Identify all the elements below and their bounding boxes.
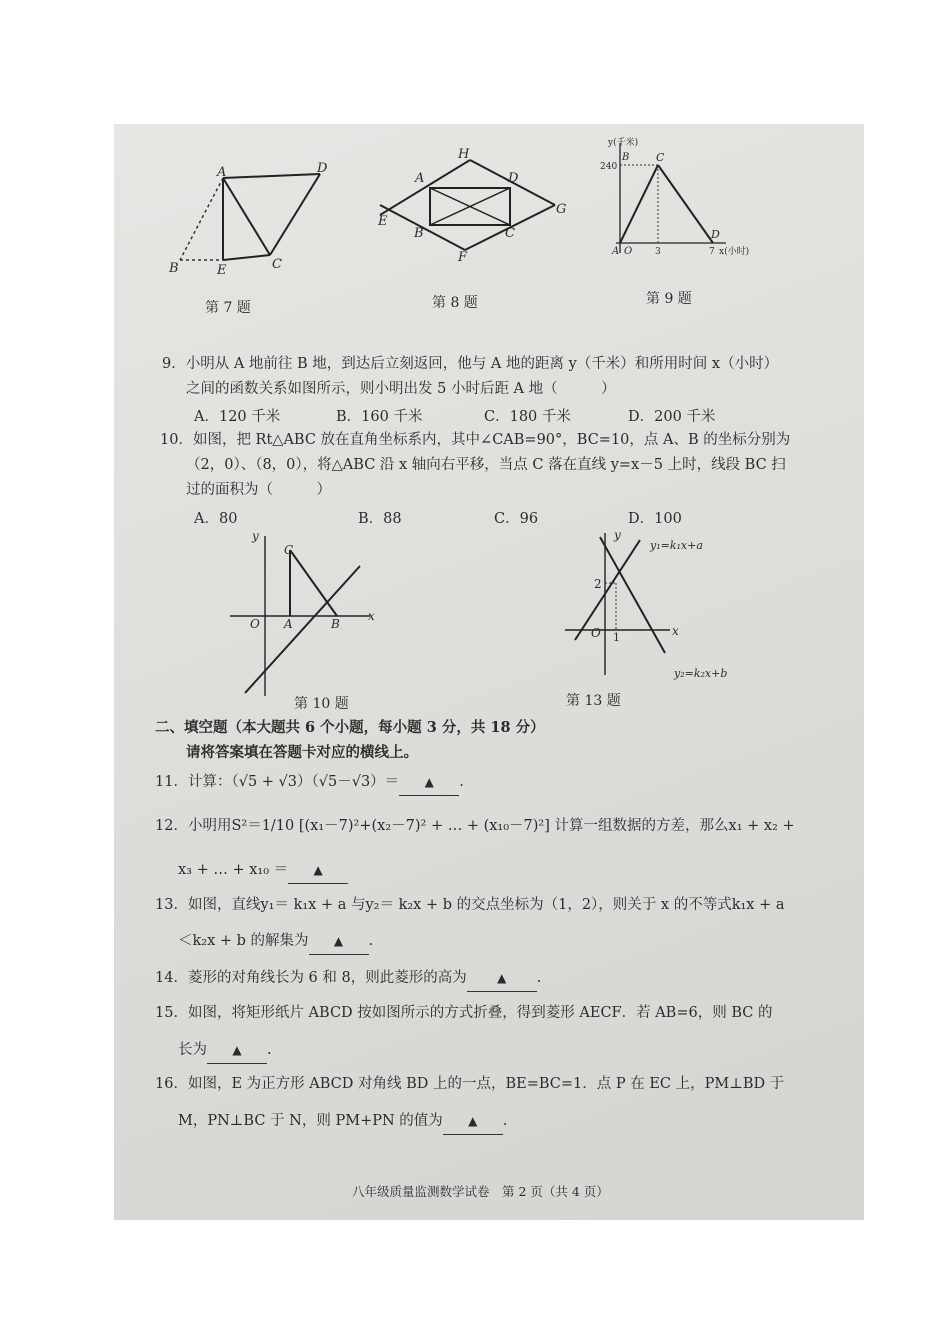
- figure-10: [225, 528, 385, 702]
- question-14-blank: [467, 966, 537, 992]
- figure-8-diagram: [370, 145, 580, 265]
- fig9-label-o: O: [624, 246, 633, 257]
- answer-mark: ▲: [313, 863, 323, 877]
- figure-8: [370, 145, 580, 269]
- fig8-label-a: A: [415, 171, 425, 186]
- figure-13: [560, 525, 750, 694]
- fig13-label-x: x: [672, 624, 679, 638]
- question-16-end: .: [502, 1113, 508, 1129]
- figure-9: [598, 135, 768, 269]
- fig7-label-a: A: [217, 165, 227, 180]
- fig9-tick-3: 3: [655, 247, 661, 257]
- page-footer: 八年级质量监测数学试卷 第 2 页（共 4 页）: [352, 1184, 609, 1199]
- fig10-label-x: x: [368, 609, 375, 623]
- answer-mark: ▲: [497, 971, 507, 985]
- section-2-instruction: 请将答案填在答题卡对应的横线上。: [186, 744, 418, 761]
- question-9-line1: 9．小明从 A 地前往 B 地，到达后立刻返回，他与 A 地的距离 y（千米）和所用时间 x（小时）: [162, 356, 779, 372]
- question-12-text: x₃ + … + x₁₀ ＝: [178, 862, 289, 878]
- fig13-label-y1: y₁=k₁x+a: [650, 539, 703, 552]
- question-16-text: M，PN⊥BC 于 N，则 PM+PN 的值为: [178, 1113, 443, 1129]
- question-14: [155, 966, 541, 992]
- fig9-label-a: A: [612, 246, 620, 257]
- figure-13-graph: [560, 525, 750, 690]
- question-15-line1: 15．如图，将矩形纸片 ABCD 按如图所示的方式折叠，得到菱形 AECF．若 AB=6，则 BC 的: [155, 1005, 773, 1021]
- section-2-title: 二、填空题（本大题共 6 个小题，每小题 3 分，共 18 分）: [155, 719, 545, 736]
- fig8-label-f: F: [458, 250, 468, 265]
- fig13-label-y2: y₂=k₂x+b: [674, 667, 728, 680]
- question-15-line2: [178, 1038, 272, 1064]
- question-13-line1: 13．如图，直线y₁＝ k₁x + a 与y₂＝ k₂x + b 的交点坐标为（1，2），则关于 x 的不等式k₁x + a: [155, 897, 785, 913]
- question-10-option-b: B．88: [358, 511, 402, 527]
- question-11-text: 11．计算：（√5 + √3）（√5－√3）＝: [155, 774, 400, 790]
- fig9-label-240: 240: [600, 162, 618, 172]
- fig9-tick-7: 7: [709, 247, 715, 257]
- answer-mark: ▲: [424, 775, 434, 789]
- fig8-label-e: E: [378, 214, 388, 229]
- question-10-option-c: C．96: [494, 511, 539, 527]
- fig13-label-o: O: [591, 626, 601, 640]
- fig7-label-c: C: [272, 257, 282, 272]
- figure-7: [165, 160, 345, 284]
- question-11-end: .: [459, 774, 464, 790]
- fig7-label-d: D: [317, 161, 328, 176]
- question-11: [155, 770, 464, 796]
- fig8-label-h: H: [458, 147, 470, 162]
- answer-mark: ▲: [333, 934, 344, 948]
- fig10-label-a: A: [284, 617, 293, 631]
- question-10-line2: （2，0）、（8，0），将△ABC 沿 x 轴向右平移，当点 C 落在直线 y=x－5 上时，线段 BC 扫: [186, 457, 786, 473]
- question-16-line1: 16．如图，E 为正方形 ABCD 对角线 BD 上的一点，BE=BC=1．点 P 在 EC 上，PM⊥BD 于: [155, 1076, 785, 1092]
- question-15-text: 长为: [178, 1042, 207, 1058]
- question-11-blank: [399, 770, 459, 796]
- figure-7-caption: 第 7 题: [205, 300, 251, 316]
- question-12-line1: 12．小明用S²＝1/10 [(x₁－7)²+(x₂－7)² + … + (x₁₀－7)²] 计算一组数据的方差，那么x₁ + x₂ +: [155, 818, 795, 834]
- fig13-label-1: 1: [613, 631, 620, 644]
- fig7-label-e: E: [217, 263, 227, 278]
- question-14-end: .: [536, 970, 542, 986]
- fig9-x-axis-label: x(小时): [719, 247, 750, 257]
- question-10-option-a: A．80: [194, 511, 238, 527]
- question-9-option-a: A．120 千米: [194, 409, 281, 425]
- question-9-option-d: D．200 千米: [628, 409, 716, 425]
- fig10-label-c: C: [284, 543, 294, 557]
- figure-13-caption: 第 13 题: [566, 693, 621, 709]
- fig8-label-d: D: [508, 171, 519, 186]
- fig10-label-b: B: [331, 617, 340, 631]
- fig9-label-c: C: [656, 151, 665, 164]
- question-13-text: ＜k₂x + b 的解集为: [178, 933, 309, 949]
- fig9-label-d: D: [711, 228, 720, 241]
- question-13-line2: [178, 929, 373, 955]
- figure-8-caption: 第 8 题: [432, 295, 478, 311]
- fig8-label-c: C: [505, 226, 515, 241]
- question-10-line1: 10．如图，把 Rt△ABC 放在直角坐标系内，其中∠CAB=90°，BC=10，点 A、B 的坐标分别为: [160, 432, 791, 448]
- question-14-text: 14．菱形的对角线长为 6 和 8，则此菱形的高为: [155, 970, 467, 986]
- fig10-label-o: O: [250, 617, 260, 631]
- fig8-label-g: G: [556, 202, 567, 217]
- question-10-line3: 过的面积为（ ）: [186, 482, 331, 498]
- figure-7-diagram: [165, 160, 345, 280]
- question-10-option-d: D．100: [628, 511, 682, 527]
- question-12-blank: [288, 858, 348, 884]
- answer-mark: ▲: [468, 1114, 478, 1128]
- question-9-line2: 之间的函数关系如图所示，则小明出发 5 小时后距 A 地（ ）: [186, 381, 616, 397]
- question-15-end: .: [267, 1042, 272, 1058]
- fig13-label-2: 2: [594, 577, 602, 591]
- question-13-end: .: [368, 933, 374, 949]
- fig13-label-y: y: [614, 528, 621, 542]
- fig7-label-b: B: [169, 261, 179, 276]
- figure-10-graph: [225, 528, 385, 698]
- fig9-label-b: B: [622, 152, 630, 163]
- question-12-line2: [178, 858, 348, 884]
- question-16-line2: [178, 1109, 507, 1135]
- question-9-option-b: B．160 千米: [336, 409, 423, 425]
- question-16-blank: [443, 1109, 503, 1135]
- figure-9-caption: 第 9 题: [646, 291, 692, 307]
- question-9-option-c: C．180 千米: [484, 409, 571, 425]
- fig9-y-axis-label: y(千米): [608, 138, 639, 148]
- figure-10-caption: 第 10 题: [294, 696, 349, 712]
- fig8-label-b: B: [414, 226, 424, 241]
- answer-mark: ▲: [232, 1043, 242, 1057]
- fig10-label-y: y: [252, 529, 259, 543]
- question-13-blank: [309, 929, 369, 955]
- question-15-blank: [207, 1038, 267, 1064]
- figure-9-graph: [598, 135, 768, 265]
